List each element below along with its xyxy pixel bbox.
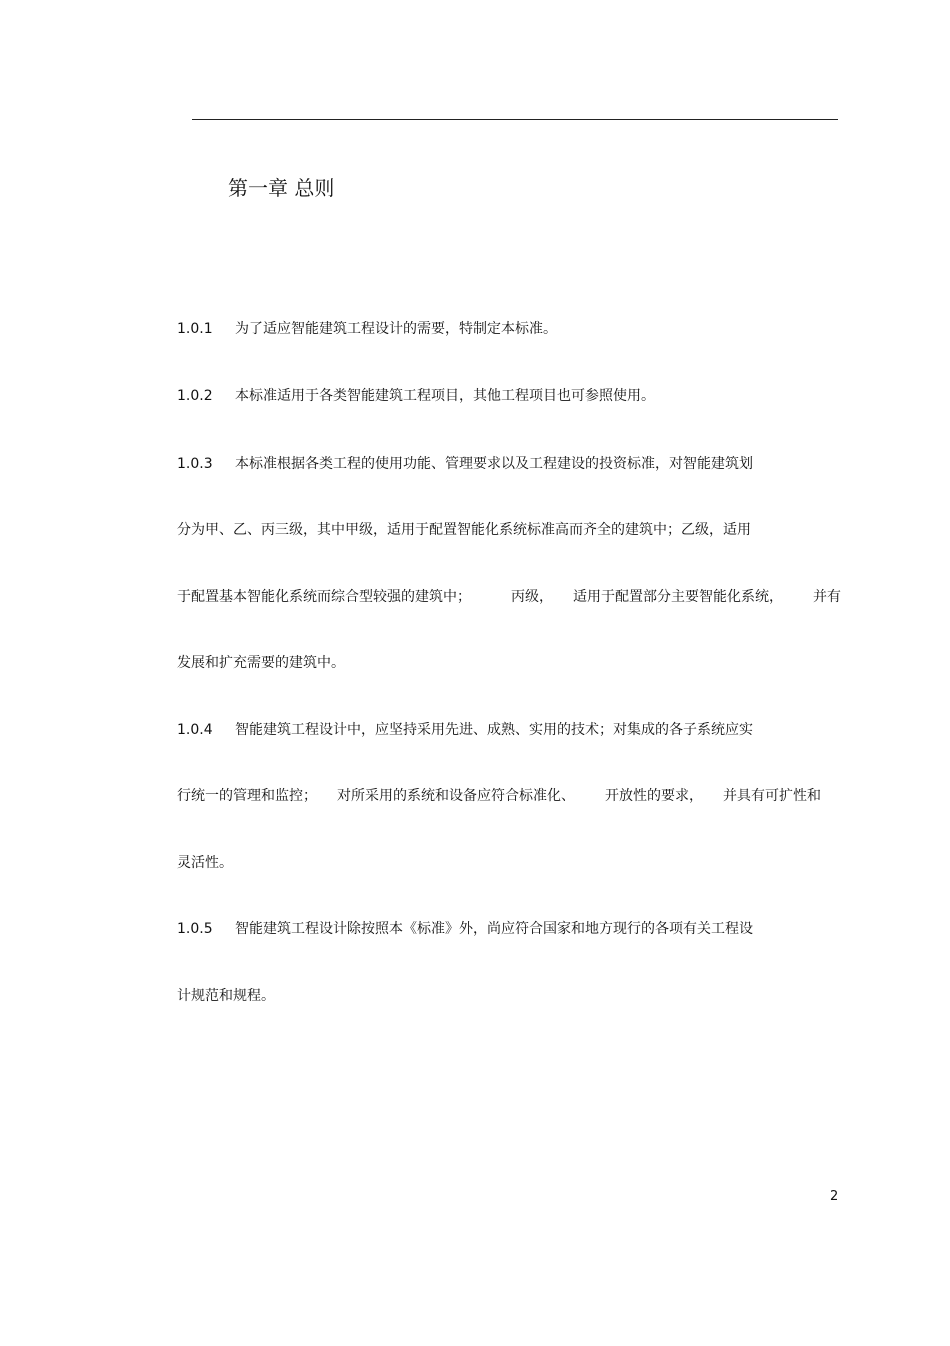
clause-text-segment: 丙级，: [511, 589, 553, 605]
clause-text: 本标准适用于各类智能建筑工程项目，其他工程项目也可参照使用。: [235, 388, 655, 404]
page-number: 2: [830, 1189, 839, 1204]
clause-number: 1.0.5: [177, 921, 213, 937]
clause-1-0-3-line-4: 发展和扩充需要的建筑中。: [177, 655, 345, 671]
clause-1-0-4-line-1: [177, 721, 753, 739]
clause-text-segment: 并具有可扩性和: [723, 788, 821, 804]
clause-1-0-1: [177, 320, 557, 338]
clause-1-0-4-line-2: [177, 787, 821, 805]
clause-text-segment: 对所采用的系统和设备应符合标准化、: [337, 788, 575, 804]
clause-1-0-5-line-2: 计规范和规程。: [177, 988, 275, 1004]
clause-text: 智能建筑工程设计中，应坚持采用先进、成熟、实用的技术；对集成的各子系统应实: [235, 722, 753, 738]
clause-number: 1.0.3: [177, 456, 213, 472]
clause-text-segment: 于配置基本智能化系统而综合型较强的建筑中；: [177, 589, 471, 605]
clause-1-0-5-line-1: [177, 920, 753, 938]
clause-1-0-3-line-3: [177, 588, 841, 606]
chapter-title: 第一章 总则: [228, 176, 335, 200]
clause-text: 本标准根据各类工程的使用功能、管理要求以及工程建设的投资标准，对智能建筑划: [235, 456, 753, 472]
clause-1-0-3-line-2: 分为甲、乙、丙三级，其中甲级，适用于配置智能化系统标准高而齐全的建筑中；乙级，适用: [177, 522, 751, 538]
clause-number: 1.0.4: [177, 722, 213, 738]
clause-text: 智能建筑工程设计除按照本《标准》外，尚应符合国家和地方现行的各项有关工程设: [235, 921, 753, 937]
clause-1-0-3-line-1: [177, 455, 753, 473]
header-rule: [192, 119, 838, 120]
clause-1-0-4-line-3: 灵活性。: [177, 855, 233, 871]
clause-text-segment: 行统一的管理和监控；: [177, 788, 317, 804]
clause-text-segment: 并有: [813, 589, 841, 605]
clause-text: 为了适应智能建筑工程设计的需要，特制定本标准。: [235, 321, 557, 337]
clause-text-segment: 开放性的要求，: [605, 788, 703, 804]
clause-number: 1.0.1: [177, 321, 213, 337]
clause-1-0-2: [177, 387, 655, 405]
clause-number: 1.0.2: [177, 388, 213, 404]
clause-text-segment: 适用于配置部分主要智能化系统，: [573, 589, 783, 605]
